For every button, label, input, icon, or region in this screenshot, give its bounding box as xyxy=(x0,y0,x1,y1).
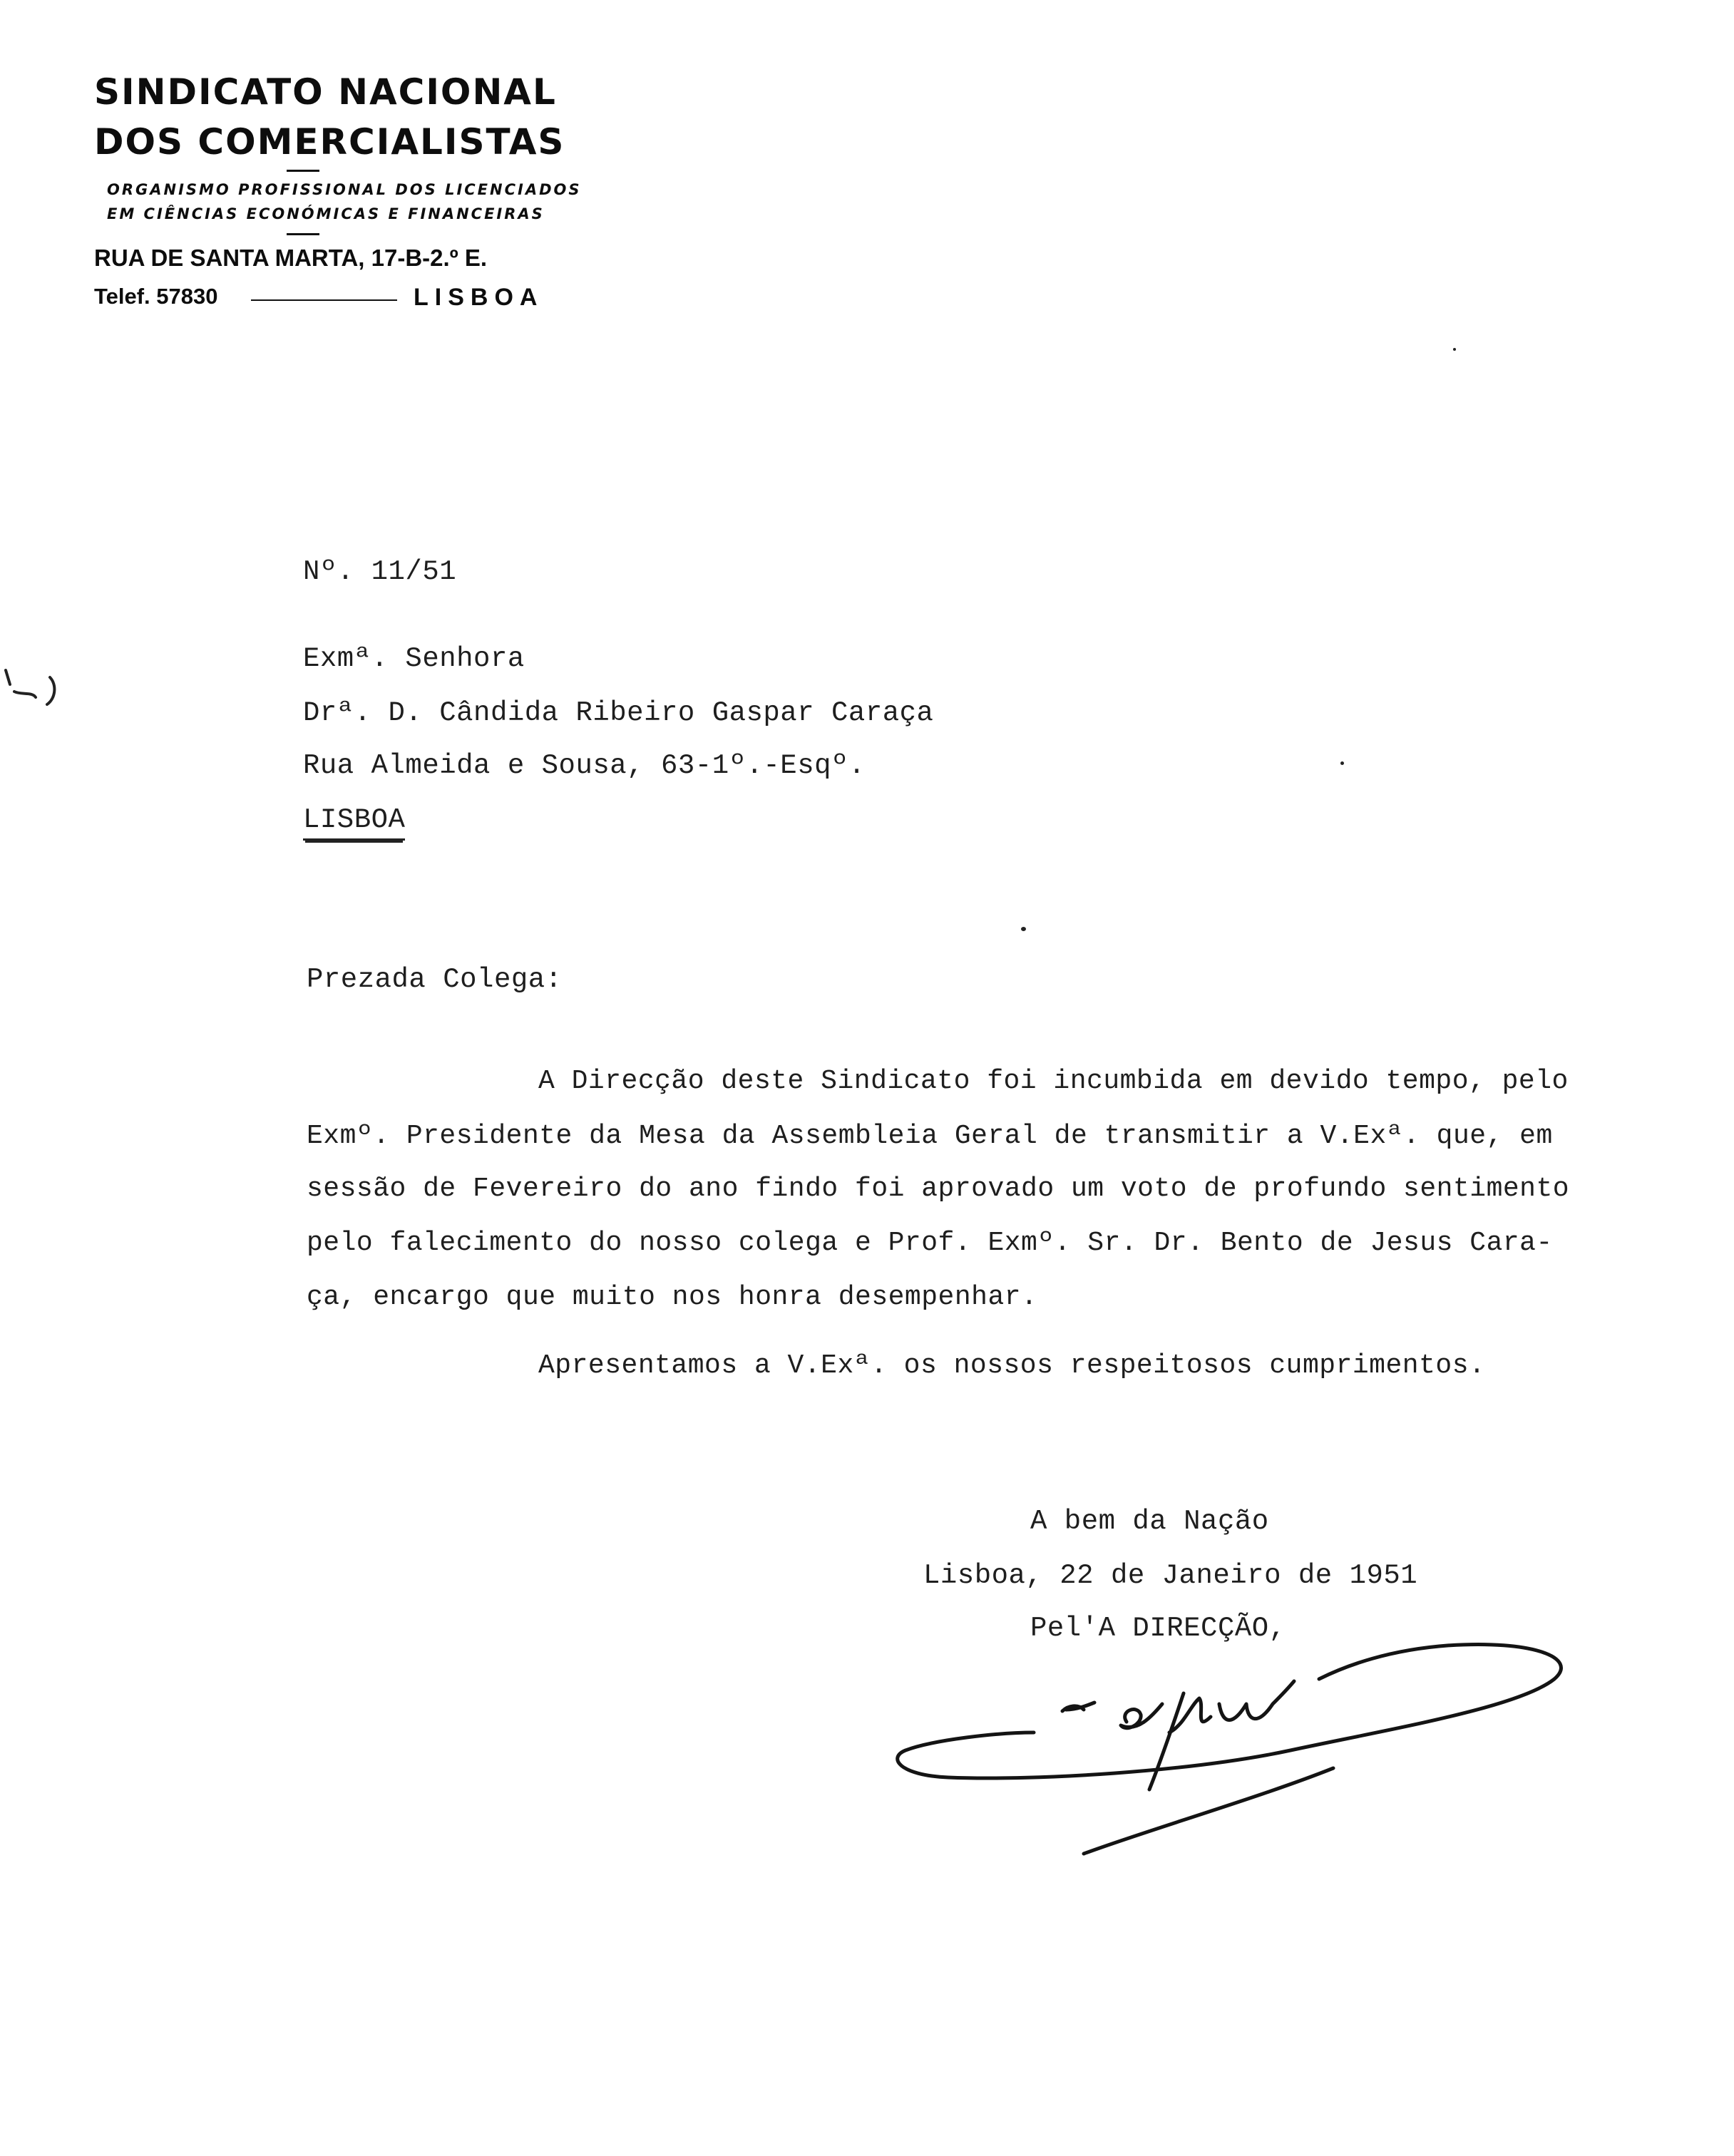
greeting: Prezada Colega: xyxy=(307,964,563,995)
body-closing-line: Apresentamos a V.Exª. os nossos respeitosos cumprimentos. xyxy=(538,1350,1486,1381)
org-subtitle-line1: ORGANISMO PROFISSIONAL DOS LICENCIADOS xyxy=(107,181,582,198)
margin-ink-mark xyxy=(0,663,64,713)
closing-date: Lisboa, 22 de Janeiro de 1951 xyxy=(923,1560,1418,1591)
letterhead-rule-bottom xyxy=(287,233,319,235)
letterhead-rule-top xyxy=(287,170,319,172)
closing-motto: A bem da Nação xyxy=(1030,1506,1269,1537)
org-phone: Telef. 57830 xyxy=(94,284,218,309)
org-name-line2: DOS COMERCIALISTAS xyxy=(94,121,565,163)
org-city: LISBOA xyxy=(414,284,544,311)
recipient-name: Drª. D. Cândida Ribeiro Gaspar Caraça xyxy=(303,697,934,729)
ink-speck xyxy=(1021,927,1026,931)
org-subtitle-line2: EM CIÊNCIAS ECONÓMICAS E FINANCEIRAS xyxy=(107,205,545,222)
org-address: RUA DE SANTA MARTA, 17-B-2.º E. xyxy=(94,245,488,271)
body-line-2: Exmº. Presidente da Mesa da Assembleia Geral de transmitir a V.Exª. que, em xyxy=(307,1121,1553,1151)
body-line-1: A Direcção deste Sindicato foi incumbida em devido tempo, pelo xyxy=(538,1066,1569,1097)
recipient-city: LISBOA xyxy=(303,804,405,841)
handwritten-signature xyxy=(891,1626,1576,1868)
body-line-4: pelo falecimento do nosso colega e Prof. Exmº. Sr. Dr. Bento de Jesus Cara- xyxy=(307,1228,1553,1258)
closing-signatory: Pel'A DIRECÇÃO, xyxy=(1030,1613,1286,1644)
ink-speck xyxy=(1453,348,1456,351)
phone-dash-rule xyxy=(251,299,397,301)
recipient-street: Rua Almeida e Sousa, 63-1º.-Esqº. xyxy=(303,750,866,781)
body-line-3: sessão de Fevereiro do ano findo foi aprovado um voto de profundo sentimento xyxy=(307,1174,1570,1204)
body-line-5: ça, encargo que muito nos honra desempenhar. xyxy=(307,1282,1038,1313)
org-name-line1: SINDICATO NACIONAL xyxy=(94,71,557,113)
recipient-salutation: Exmª. Senhora xyxy=(303,643,525,674)
ink-speck xyxy=(1340,761,1344,765)
reference-number: Nº. 11/51 xyxy=(303,556,457,587)
